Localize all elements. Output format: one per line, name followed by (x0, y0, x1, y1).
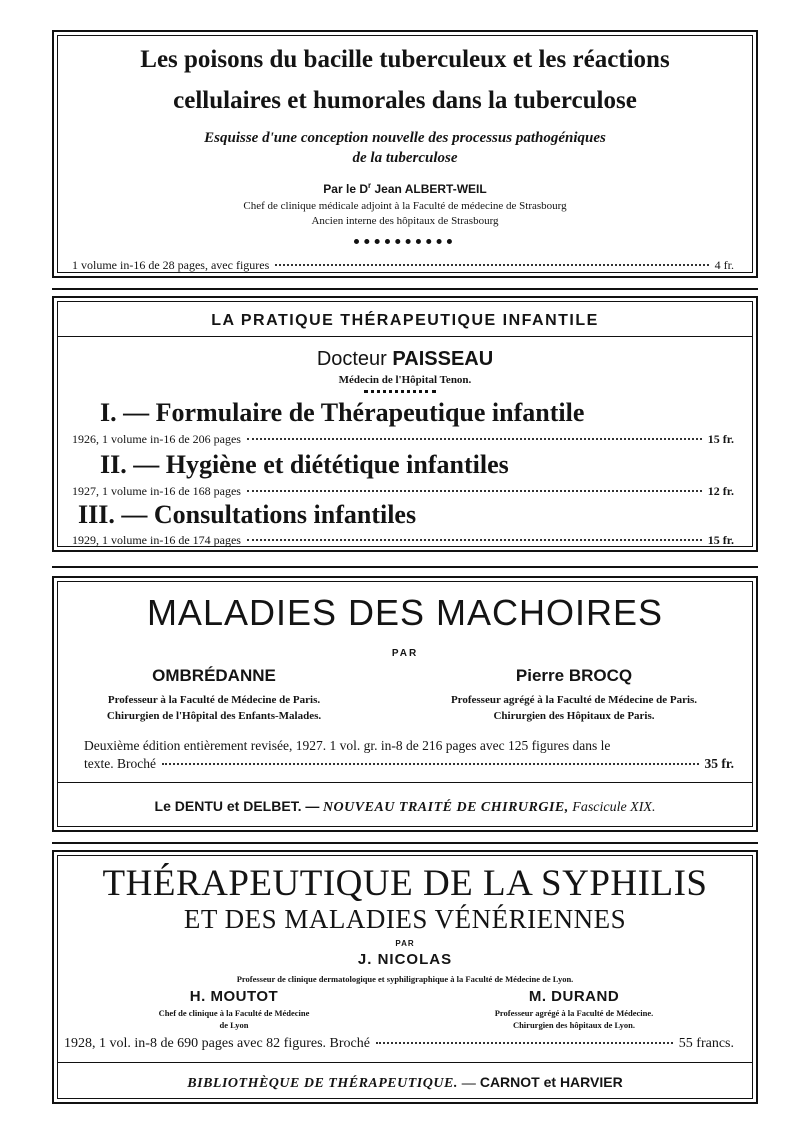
ad2-book1-row (72, 432, 734, 447)
ad2-author-role: Médecin de l'Hôpital Tenon. (338, 374, 472, 386)
ad4-volume-row (64, 1036, 734, 1052)
ad2-book2-row (72, 484, 734, 499)
ad3-author1-role2: Chirurgien de l'Hôpital des Enfants-Malades. (106, 710, 322, 722)
ad4-price: 55 francs. (678, 1036, 734, 1051)
separator-rule (52, 288, 758, 290)
ad1-title-line1: Les poisons du bacille tuberculeux et les réactions (140, 46, 670, 73)
ad1-dot-leader (275, 264, 708, 266)
ad3-series (54, 798, 756, 816)
ad2-book2-details: 1927, 1 volume in-16 de 168 pages (72, 484, 241, 498)
ad2-book1-details: 1926, 1 volume in-16 de 206 pages (72, 432, 241, 446)
ad2-book3-dots (247, 539, 702, 541)
ad3-author1-name: OMBRÉDANNE (152, 666, 276, 685)
ad2-book2-price: 12 fr. (707, 484, 734, 498)
ad3-title: MALADIES DES MACHOIRES (146, 592, 664, 633)
ad4-dot-leader (376, 1042, 673, 1044)
ad4-series-authors: CARNOT et HARVIER (479, 1074, 623, 1090)
ad1-author-prefix: Par le D (323, 182, 368, 196)
ad1-author-name: Jean ALBERT-WEIL (374, 182, 487, 196)
ad-maladies-machoires (52, 576, 758, 832)
ad2-book2-dots (247, 490, 702, 492)
ad1-credential2: Ancien interne des hôpitaux de Strasbourg (311, 215, 499, 227)
ad1-volume-row (72, 258, 734, 273)
ad2-book3-title: III. — Consultations infantiles (78, 500, 417, 529)
ad4-author1-role2: de Lyon (219, 1020, 249, 1030)
ad3-author2-role2: Chirurgien des Hôpitaux de Paris. (493, 710, 655, 722)
ad3-series-authors: Le DENTU et DELBET. — (154, 798, 320, 814)
ad2-book3-price: 15 fr. (707, 533, 734, 547)
ad4-title-line2: ET DES MALADIES VÉNÉRIENNES (183, 904, 627, 934)
ad1-author (54, 181, 756, 196)
ad2-ornament (364, 390, 436, 396)
separator-rule (52, 842, 758, 844)
ad4-author2-name: M. DURAND (528, 988, 620, 1005)
ad2-book1-price: 15 fr. (707, 432, 734, 446)
ad3-dot-leader (162, 763, 699, 765)
ad1-title-line2: cellulaires et humorales dans la tuberculose (173, 87, 637, 114)
ad2-header-rule (58, 336, 752, 337)
ad1-credential1: Chef de clinique médicale adjoint à la Faculté de médecine de Strasbourg (243, 200, 567, 212)
ad2-book1-title: I. — Formulaire de Thérapeutique infantile (100, 398, 585, 427)
ad3-series-rule (58, 782, 752, 783)
ad2-author-title: Docteur (316, 348, 387, 370)
ad-tuberculosis (52, 30, 758, 278)
ad3-author2-name: Pierre BROCQ (515, 666, 633, 685)
ad4-author1-name: H. MOUTOT (189, 988, 279, 1005)
ad2-book3-details: 1929, 1 volume in-16 de 174 pages (72, 533, 241, 547)
ad2-book1-dots (247, 438, 702, 440)
ad3-series-title: NOUVEAU TRAITÉ DE CHIRURGIE, (322, 800, 569, 815)
ad4-title-line1: THÉRAPEUTIQUE DE LA SYPHILIS (102, 863, 708, 904)
ad3-series-fascicle: Fascicule XIX. (572, 800, 656, 815)
ad1-ornament (354, 239, 452, 249)
ad4-series-title: BIBLIOTHÈQUE DE THÉRAPEUTIQUE. — (187, 1076, 477, 1091)
ad4-volume: 1928, 1 vol. in-8 de 690 pages avec 82 figures. Broché (64, 1036, 370, 1051)
ad4-series-rule (58, 1062, 752, 1063)
ad4-author2-role2: Chirurgien des hôpitaux de Lyon. (512, 1020, 636, 1030)
ad4-author2-role1: Professeur agrégé à la Faculté de Médecine. (494, 1008, 654, 1018)
ad4-author1-role1: Chef de clinique à la Faculté de Médecine (158, 1008, 310, 1018)
ad3-price: 35 fr. (704, 756, 734, 771)
ad2-header: LA PRATIQUE THÉRAPEUTIQUE INFANTILE (211, 312, 599, 329)
ad1-subtitle-line1: Esquisse d'une conception nouvelle des processus pathogéniques (204, 130, 606, 146)
ad2-book3-row (72, 533, 734, 548)
ad1-subtitle-line2: de la tuberculose (352, 150, 458, 166)
ad4-author-main-role: Professeur de clinique dermatologique et syphiligraphique à la Faculté de Médecine de Lyon. (236, 974, 574, 984)
ad4-author-main: J. NICOLAS (357, 951, 453, 968)
ad3-author1-role1: Professeur à la Faculté de Médecine de Paris. (107, 694, 321, 706)
ad3-edition-line1: Deuxième édition entièrement revisée, 1927. 1 vol. gr. in-8 de 216 pages avec 125 figures dans le (84, 738, 611, 753)
separator-rule (52, 566, 758, 568)
ad1-author-sup: r (368, 181, 372, 190)
ad4-par: PAR (395, 939, 415, 948)
ad2-author-name: PAISSEAU (392, 348, 494, 370)
ad3-par: PAR (391, 648, 419, 659)
ad3-edition-line2: texte. Broché (84, 756, 156, 771)
ad2-author (54, 348, 756, 371)
ad1-price: 4 fr. (714, 258, 734, 272)
ad-therapeutique-syphilis (52, 850, 758, 1104)
ad-therapeutique-infantile (52, 296, 758, 552)
ad2-book2-title: II. — Hygiène et diététique infantiles (100, 450, 509, 479)
ad4-series (54, 1074, 756, 1092)
ad3-author2-role1: Professeur agrégé à la Faculté de Médecine de Paris. (450, 694, 698, 706)
ad1-volume: 1 volume in-16 de 28 pages, avec figures (72, 258, 270, 272)
ad3-edition-row (84, 756, 734, 772)
